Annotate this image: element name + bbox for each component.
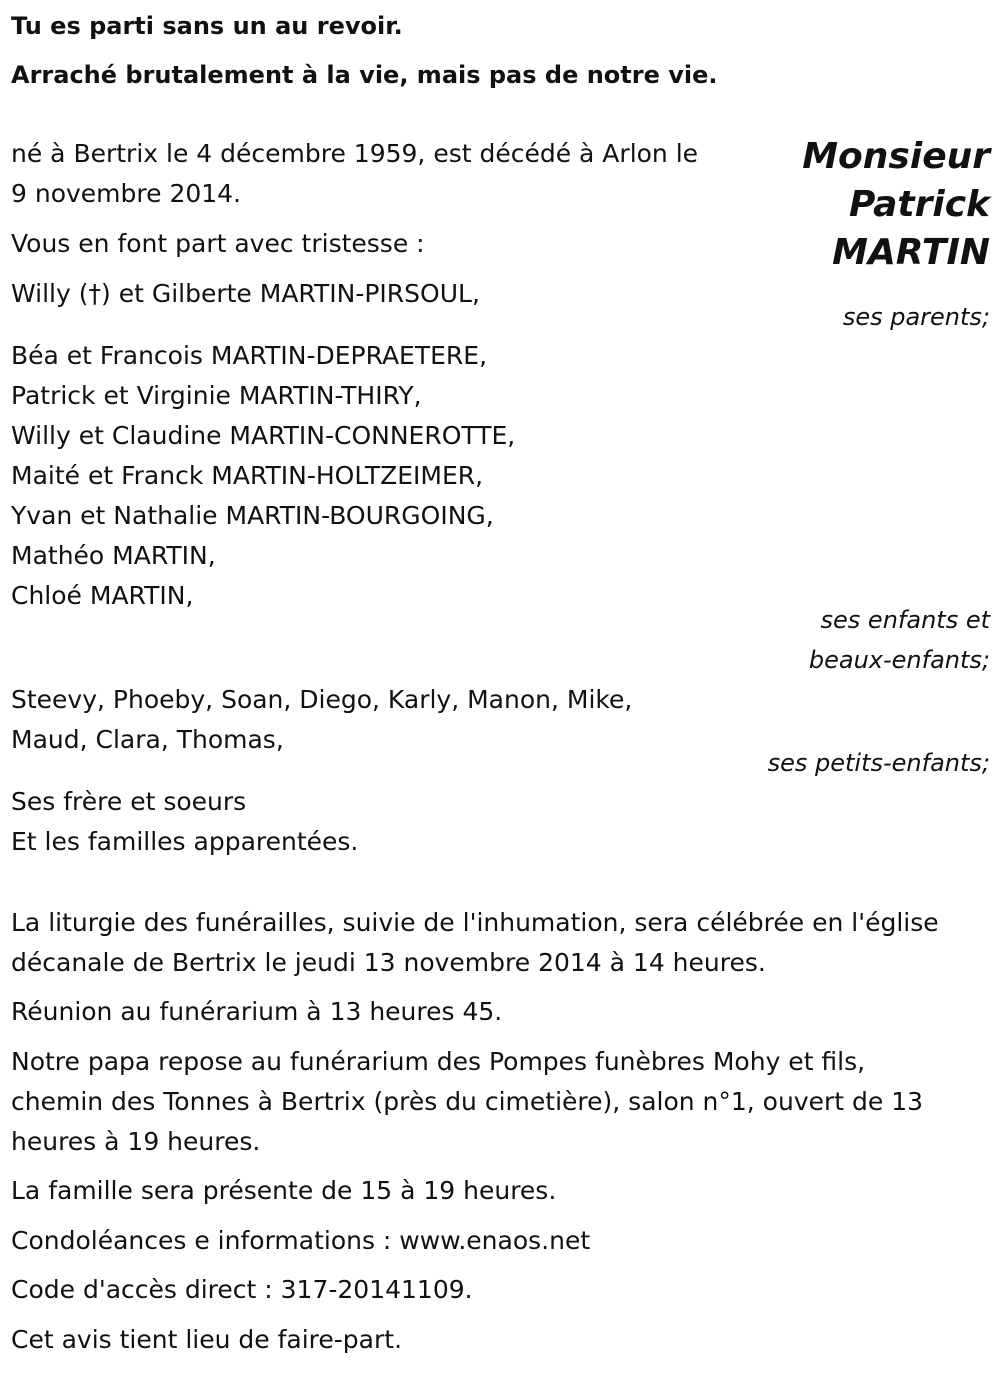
epitaph-line-1: Tu es parti sans un au revoir. <box>11 12 403 40</box>
meeting-text: Réunion au funérarium à 13 heures 45. <box>11 997 503 1026</box>
children-list <box>11 336 515 616</box>
deceased-name <box>802 133 990 277</box>
parents-role: ses parents; <box>842 303 990 331</box>
list-item: Patrick et Virginie MARTIN-THIRY, <box>11 381 422 410</box>
grandchildren-role: ses petits-enfants; <box>767 749 990 777</box>
birth-death-line-1: né à Bertrix le 4 décembre 1959, est décédé à Arlon le <box>11 139 699 168</box>
presence-text: La famille sera présente de 15 à 19 heures. <box>11 1176 557 1205</box>
rest-line-1: Notre papa repose au funérarium des Pompes funèbres Mohy et fils, <box>11 1047 866 1076</box>
family-line-1: Ses frère et soeurs <box>11 787 247 816</box>
deceased-last-name: MARTIN <box>832 232 990 273</box>
list-item: Béa et Francois MARTIN-DEPRAETERE, <box>11 341 488 370</box>
children-role-line-1: ses enfants et <box>820 606 990 634</box>
access-code-text: Code d'accès direct : 317-20141109. <box>11 1275 473 1304</box>
rest-line-3: heures à 19 heures. <box>11 1127 261 1156</box>
deceased-title: Monsieur <box>802 136 990 177</box>
condolences-text: Condoléances e informations : www.enaos.net <box>11 1226 591 1255</box>
grandchildren-line-1: Steevy, Phoeby, Soan, Diego, Karly, Manon, Mike, <box>11 685 633 714</box>
deceased-first-name: Patrick <box>849 184 990 225</box>
list-item: Willy et Claudine MARTIN-CONNEROTTE, <box>11 421 516 450</box>
notice-text: Cet avis tient lieu de faire-part. <box>11 1325 403 1354</box>
list-item: Yvan et Nathalie MARTIN-BOURGOING, <box>11 501 494 530</box>
liturgy-line-1: La liturgie des funérailles, suivie de l'inhumation, sera célébrée en l'église <box>11 908 939 937</box>
liturgy-line-2: décanale de Bertrix le jeudi 13 novembre 2014 à 14 heures. <box>11 948 766 977</box>
announce-text: Vous en font part avec tristesse : <box>11 229 425 258</box>
birth-death-line-2: 9 novembre 2014. <box>11 179 242 208</box>
parents-names: Willy (†) et Gilberte MARTIN-PIRSOUL, <box>11 279 480 308</box>
rest-line-2: chemin des Tonnes à Bertrix (près du cimetière), salon n°1, ouvert de 13 <box>11 1087 924 1116</box>
list-item: Mathéo MARTIN, <box>11 541 216 570</box>
family-line-2: Et les familles apparentées. <box>11 827 359 856</box>
children-role-line-2: beaux-enfants; <box>808 646 990 674</box>
epitaph-line-2: Arraché brutalement à la vie, mais pas de notre vie. <box>11 61 718 89</box>
grandchildren-line-2: Maud, Clara, Thomas, <box>11 725 284 754</box>
list-item: Maité et Franck MARTIN-HOLTZEIMER, <box>11 461 484 490</box>
list-item: Chloé MARTIN, <box>11 581 194 610</box>
